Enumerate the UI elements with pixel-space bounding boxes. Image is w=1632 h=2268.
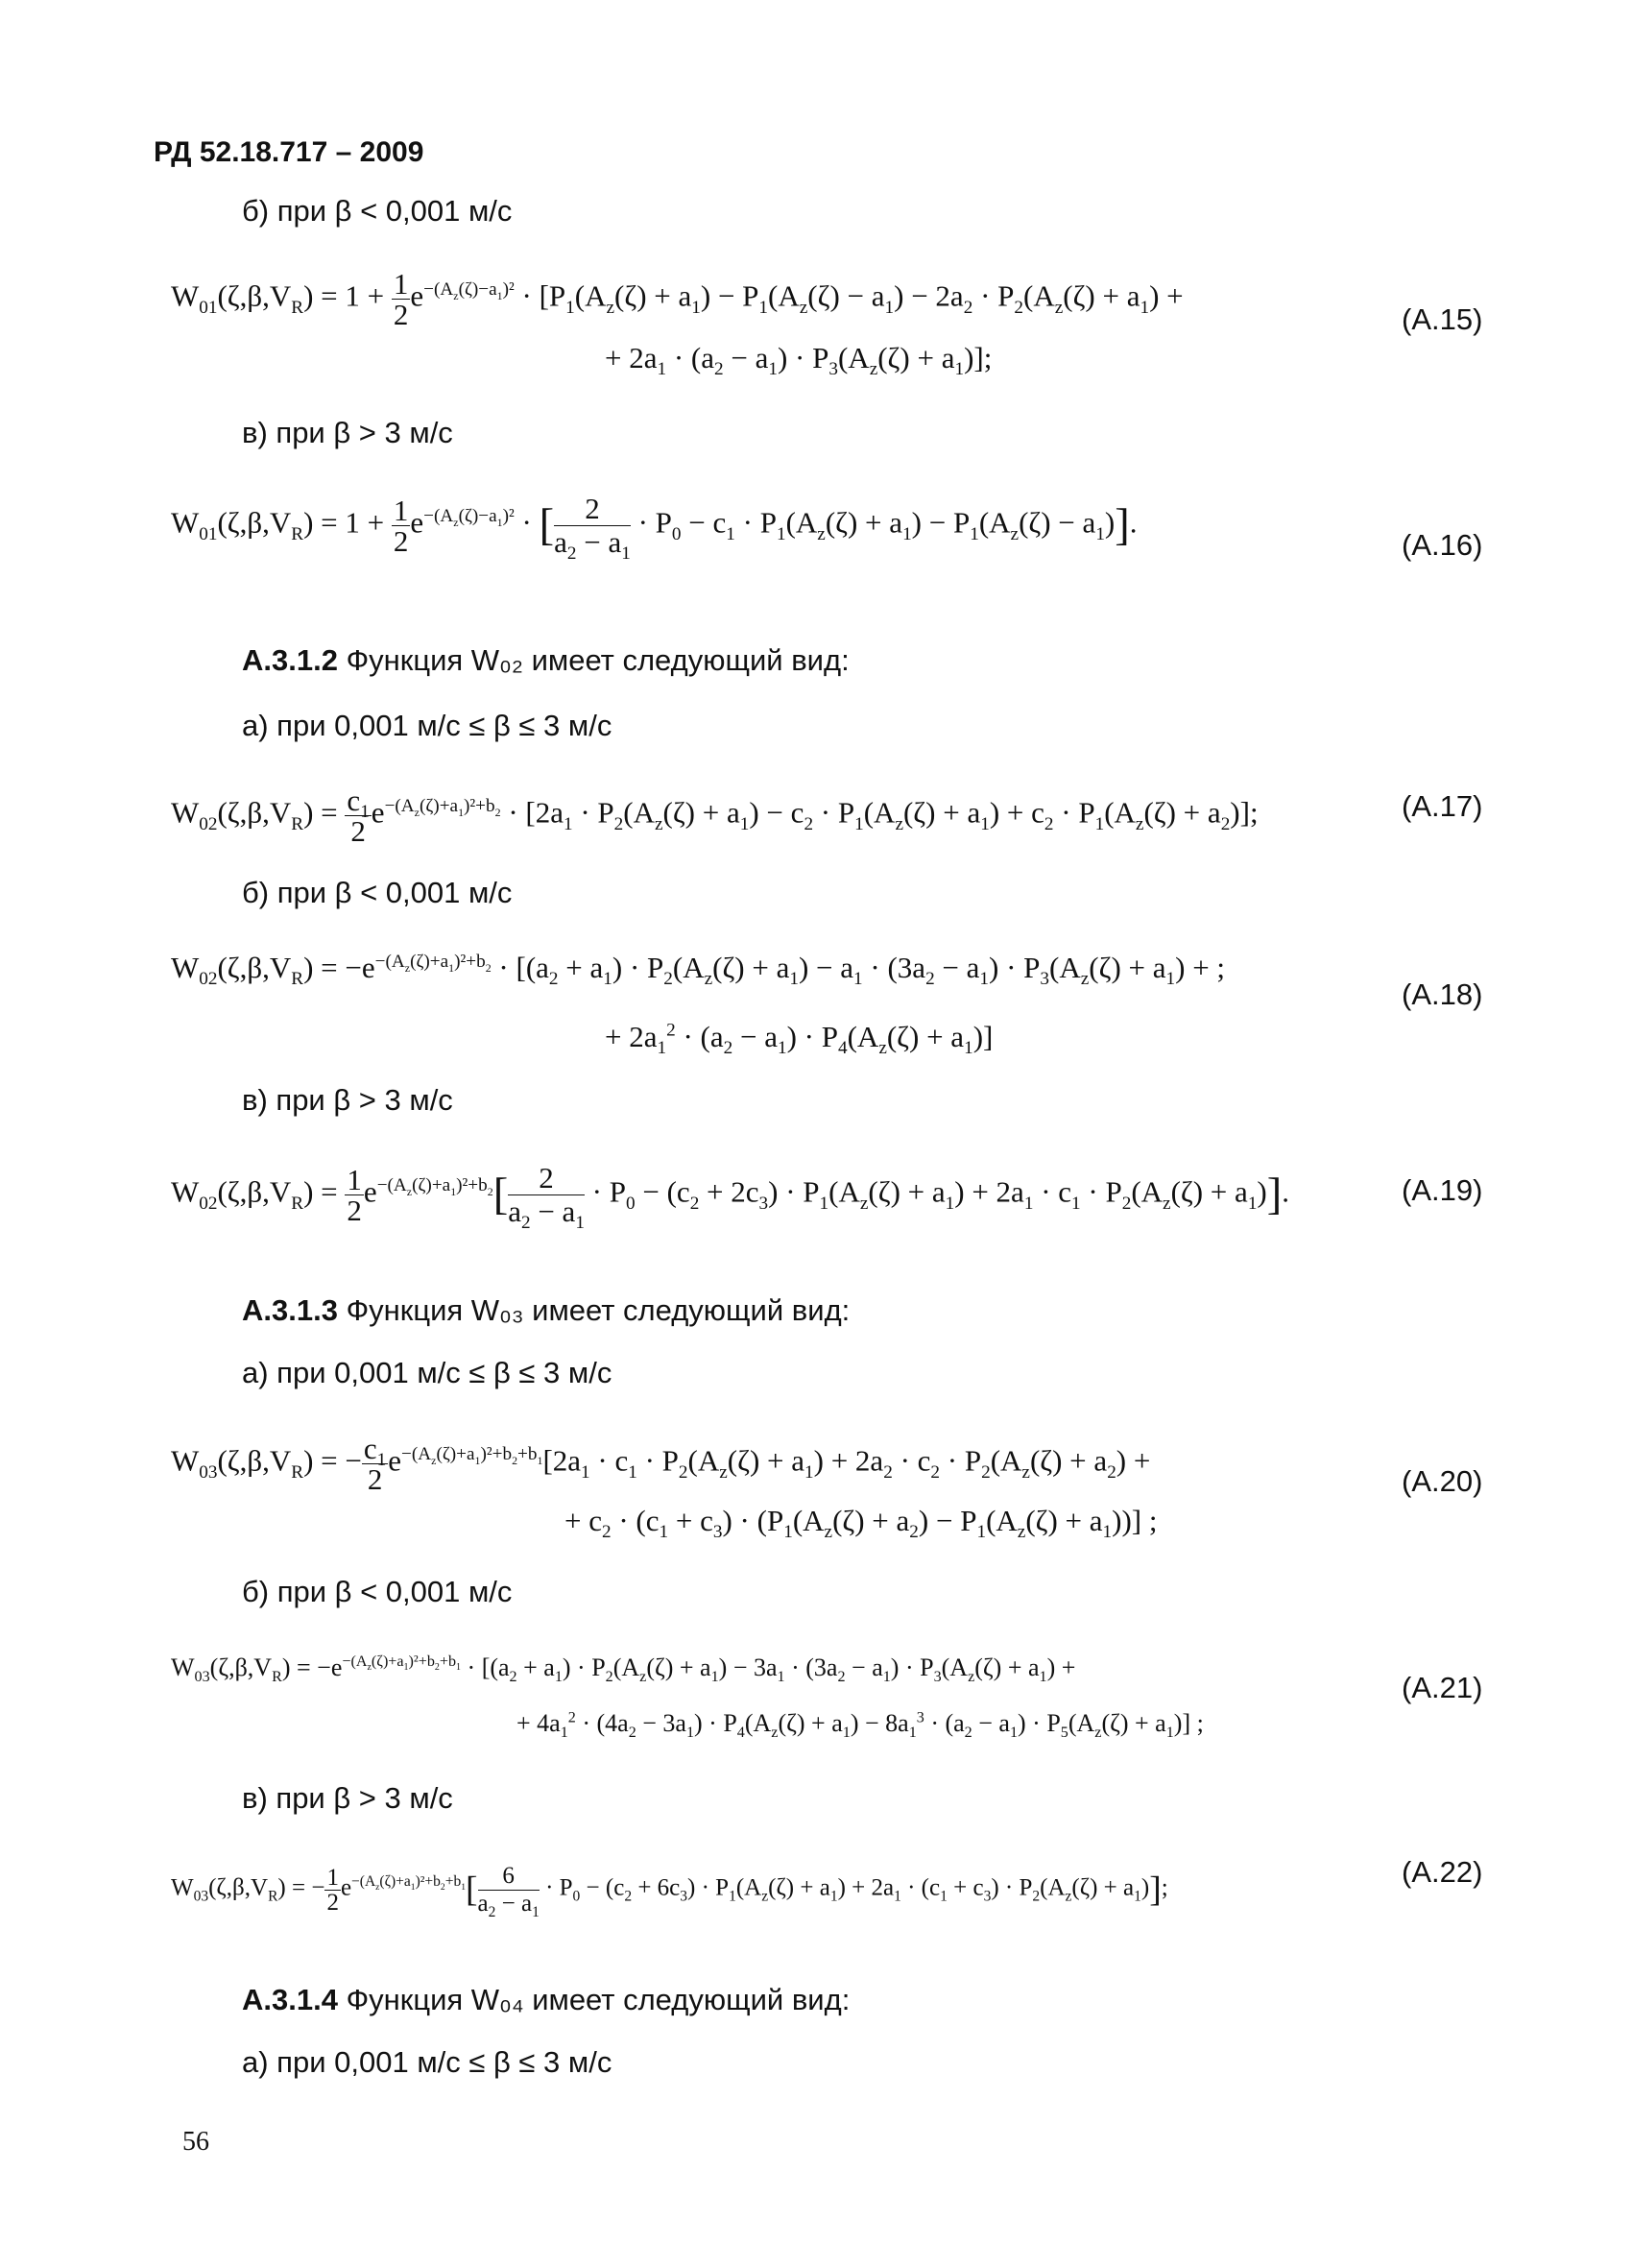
equation-a21-line2: + $4a_1^2 \cdot (4a_2 - 3a_1) \cdot P_4(A_z(\zeta) + a_1) - 8a_1^3 \cdot (a_2 - a_1) \cdot P_5(A_z(\zeta) + a_1)$] ; [516, 1709, 1204, 1742]
condition-b-3: б) при β < 0,001 м/с [242, 1575, 513, 1608]
equation-a15-line1: $W_{01}(\zeta,\beta,V_R) = 1$ + $\frac{1}{2}$ $e^{-(A_z(\zeta)-a_1)^2} \cdot [P_1(A_z(\zeta) + a_1) - P_1(A_z(\zeta) - a_1) - 2a_2 \cdot P_2(A_z(\zeta) + a_1)$ + [171, 267, 1184, 331]
equation-a18-line1: $W_{02}(\zeta,\beta,V_R) = -e^{-(A_z(\zeta)+a_1)^2+b_2} \cdot [(a_2 + a_1) \cdot P_2(A_z(\zeta) + a_1) - a_1 \cdot (3a_2 - a_1) \cdot P_3(A_z(\zeta) + a_1)$ + ; [171, 951, 1226, 990]
equation-number-a18: (А.18) [1402, 977, 1483, 1011]
condition-b-2: б) при β < 0,001 м/с [242, 876, 513, 909]
condition-v-2: в) при β > 3 м/с [242, 1083, 453, 1117]
equation-a15-line2: + $2a_1 \cdot (a_2 - a_1) \cdot P_3(A_z(\zeta) + a_1)$]; [605, 341, 993, 380]
condition-v-3: в) при β > 3 м/с [242, 1781, 453, 1815]
equation-a22-line1: $W_{03}(\zeta,\beta,V_R)$ = − $\frac{1}{2}$ $e^{-(A_z(\zeta)+a_1)^2+b_2+b_1}$[ $\frac{6}{a_2 - a_1}$ · $P_0 - (c_2 + 6c_3) \cdot P_1(A_z(\zeta) + a_1) + 2a_1 \cdot (c_1 + c_3) \cdot P_2(A_z(\zeta) + a_1)$]; [171, 1863, 1168, 1920]
section-number-a313: А.3.1.3 [242, 1293, 338, 1327]
equation-a18-line2: + $2a_1^2 \cdot (a_2 - a_1) \cdot P_4(A_z(\zeta) + a_1)$] [605, 1020, 994, 1059]
section-heading-a314 [242, 1983, 850, 2017]
section-number-a314: А.3.1.4 [242, 1983, 338, 2016]
section-number-a312: А.3.1.2 [242, 643, 338, 677]
equation-a19-line1: $W_{02}(\zeta,\beta,V_R)$ = $\frac{1}{2}$ $e^{-(A_z(\zeta)+a_1)^2+b_2}$[ $\frac{2}{a_2 - a_1}$ · $P_0 - (c_2 + 2c_3) \cdot P_1(A_z(\zeta) + a_1) + 2a_1 \cdot c_1 \cdot P_2(A_z(\zeta) + a_1)$]. [171, 1161, 1289, 1234]
page-number: 56 [182, 2127, 209, 2157]
equation-number-a15: (А.15) [1402, 302, 1483, 336]
equation-number-a16: (А.16) [1402, 528, 1483, 562]
equation-a20-line1: $W_{03}(\zeta,\beta,V_R)$ = − $\frac{c_1}{2}$ $e^{-(A_z(\zeta)+a_1)^2+b_2+b_1}[2a_1 \cdot c_1 \cdot P_2(A_z(\zeta) + a_1) + 2a_2 \cdot c_2 \cdot P_2(A_z(\zeta) + a_2)$ + [171, 1432, 1151, 1496]
section-heading-a313 [242, 1293, 850, 1328]
equation-a17-line1: $W_{02}(\zeta,\beta,V_R)$ = $\frac{c_1}{2}$ $e^{-(A_z(\zeta)+a_1)^2+b_2} \cdot [2a_1 \cdot P_2(A_z(\zeta) + a_1) - c_2 \cdot P_1(A_z(\zeta) + a_1) + c_2 \cdot P_1(A_z(\zeta) + a_2)]$; [171, 784, 1259, 848]
section-heading-a312 [242, 643, 850, 678]
section-text-a314: Функция W₀₄ имеет следующий вид: [346, 1983, 851, 2016]
condition-a-3: а) при 0,001 м/с ≤ β ≤ 3 м/с [242, 1356, 612, 1389]
condition-a-4: а) при 0,001 м/с ≤ β ≤ 3 м/с [242, 2045, 612, 2079]
equation-a16-line1: $W_{01}(\zeta,\beta,V_R) = 1$ + $\frac{1}{2}$ $e^{-(A_z(\zeta)-a_1)^2}$ · [ $\frac{2}{a_2 - a_1}$ · $P_0 - c_1 \cdot P_1(A_z(\zeta) + a_1) - P_1(A_z(\zeta) - a_1)$]. [171, 492, 1138, 565]
section-text-a312: Функция W₀₂ имеет следующий вид: [346, 643, 850, 677]
equation-a21-line1: $W_{03}(\zeta,\beta,V_R) = -e^{-(A_z(\zeta)+a_1)^2+b_2+b_1} \cdot [(a_2 + a_1) \cdot P_2(A_z(\zeta) + a_1) - 3a_1 \cdot (3a_2 - a_1) \cdot P_3(A_z(\zeta) + a_1)$ + [171, 1653, 1076, 1686]
equation-number-a21: (А.21) [1402, 1671, 1483, 1704]
condition-v-1: в) при β > 3 м/с [242, 416, 453, 449]
equation-a20-line2: + $c_2 \cdot (c_1 + c_3) \cdot (P_1(A_z(\zeta) + a_2) - P_1(A_z(\zeta) + a_1))$] ; [564, 1504, 1158, 1543]
equation-number-a19: (А.19) [1402, 1173, 1483, 1207]
section-text-a313: Функция W₀₃ имеет следующий вид: [346, 1293, 851, 1327]
equation-number-a17: (А.17) [1402, 789, 1483, 823]
condition-a-2: а) при 0,001 м/с ≤ β ≤ 3 м/с [242, 709, 612, 742]
document-header: РД 52.18.717 – 2009 [154, 136, 424, 168]
condition-b-1: б) при β < 0,001 м/с [242, 194, 513, 228]
equation-number-a20: (А.20) [1402, 1464, 1483, 1498]
equation-number-a22: (А.22) [1402, 1855, 1483, 1889]
